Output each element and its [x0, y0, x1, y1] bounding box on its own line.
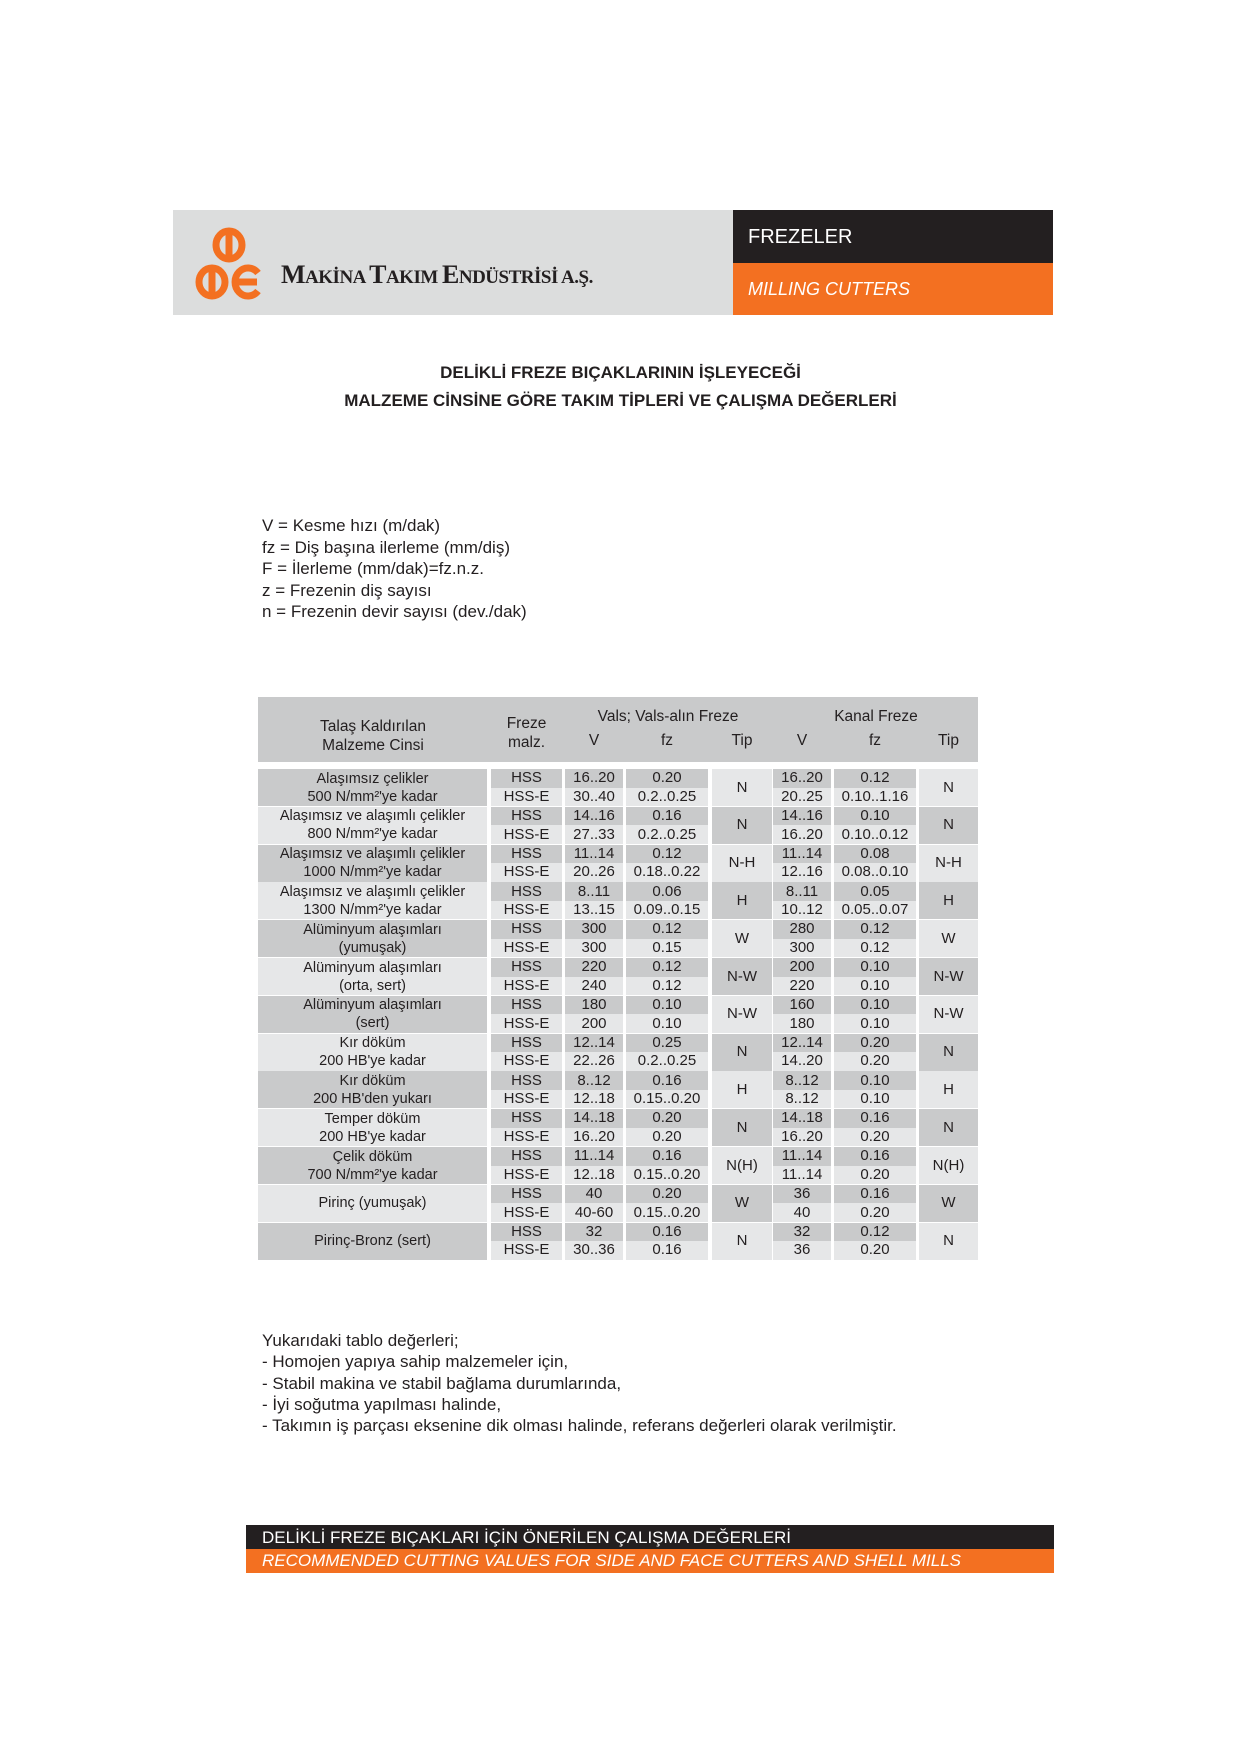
kanal-v-cell: 11..14	[773, 1166, 831, 1185]
material-cell	[258, 882, 487, 919]
vals-fz-cell: 0.25	[626, 1034, 708, 1053]
kanal-v-cell: 8..12	[773, 1071, 831, 1090]
vals-fz-cell: 0.2..0.25	[626, 788, 708, 807]
col-tip2: Tip	[938, 732, 959, 749]
material-label: 200 HB'ye kadar	[319, 1128, 426, 1145]
table-header	[258, 697, 978, 762]
kanal-tip-cell: N-H	[919, 845, 978, 882]
legend-item: F = İlerleme (mm/dak)=fz.n.z.	[262, 559, 484, 578]
legend-item: fz = Diş başına ilerleme (mm/diş)	[262, 537, 510, 557]
vals-tip-cell: H	[712, 882, 772, 919]
tool-material-cell: HSS	[491, 1223, 562, 1242]
kanal-fz-cell: 0.05..0.07	[834, 901, 916, 920]
kanal-fz-cell: 0.10..0.12	[834, 825, 916, 844]
kanal-fz-cell: 0.20	[834, 1241, 916, 1260]
vals-v-cell: 20..26	[565, 863, 623, 882]
material-cell	[258, 1223, 487, 1260]
col-tool-line2: malz.	[507, 734, 546, 751]
tool-material-cell: HSS	[491, 882, 562, 901]
vals-v-cell: 14..16	[565, 807, 623, 826]
kanal-v-cell: 14..16	[773, 807, 831, 826]
material-label: Temper döküm	[324, 1110, 421, 1127]
vals-fz-cell: 0.16	[626, 1147, 708, 1166]
kanal-tip-cell: N	[919, 1109, 978, 1146]
vals-v-cell: 30..40	[565, 788, 623, 807]
vals-fz-cell: 0.16	[626, 1071, 708, 1090]
kanal-v-cell: 20..25	[773, 788, 831, 807]
kanal-v-cell: 11..14	[773, 845, 831, 864]
vals-tip-cell: N(H)	[712, 1147, 772, 1184]
kanal-tip-cell: W	[919, 1185, 978, 1222]
vals-fz-cell: 0.20	[626, 1128, 708, 1147]
tool-material-cell: HSS-E	[491, 1166, 562, 1185]
mte-logo-icon	[195, 225, 263, 301]
vals-fz-cell: 0.12	[626, 977, 708, 996]
tool-material-cell: HSS-E	[491, 901, 562, 920]
vals-tip-cell: W	[712, 920, 772, 957]
tool-material-cell: HSS	[491, 920, 562, 939]
vals-v-cell: 16..20	[565, 1128, 623, 1147]
vals-v-cell: 32	[565, 1223, 623, 1242]
tool-material-cell: HSS	[491, 1034, 562, 1053]
vals-tip-cell: N	[712, 1223, 772, 1260]
col-material-line1: Talaş Kaldırılan	[320, 718, 426, 735]
material-label: 800 N/mm²'ye kadar	[307, 826, 438, 843]
vals-v-cell: 27..33	[565, 825, 623, 844]
kanal-v-cell: 16..20	[773, 1128, 831, 1147]
vals-v-cell: 200	[565, 1014, 623, 1033]
tool-material-cell: HSS-E	[491, 863, 562, 882]
kanal-v-cell: 16..20	[773, 769, 831, 788]
material-label: Kır döküm	[339, 1072, 406, 1089]
page-title-line2: MALZEME CİNSİNE GÖRE TAKIM TİPLERİ VE ÇALIŞMA DEĞERLERİ	[344, 391, 897, 410]
tool-material-cell: HSS	[491, 958, 562, 977]
kanal-fz-cell: 0.12	[834, 920, 916, 939]
material-label: 1300 N/mm²'ye kadar	[303, 901, 442, 918]
col-tip1: Tip	[731, 732, 753, 749]
tool-material-cell: HSS-E	[491, 1128, 562, 1147]
material-cell	[258, 1071, 487, 1108]
kanal-v-cell: 200	[773, 958, 831, 977]
kanal-v-cell: 280	[773, 920, 831, 939]
kanal-fz-cell: 0.10	[834, 807, 916, 826]
vals-fz-cell: 0.09..0.15	[626, 901, 708, 920]
kanal-fz-cell: 0.12	[834, 1223, 916, 1242]
tool-material-cell: HSS	[491, 1185, 562, 1204]
tool-material-cell: HSS-E	[491, 788, 562, 807]
kanal-v-cell: 11..14	[773, 1147, 831, 1166]
vals-v-cell: 11..14	[565, 845, 623, 864]
material-label: Kır döküm	[339, 1035, 406, 1052]
page-header	[173, 210, 1053, 315]
vals-v-cell: 300	[565, 920, 623, 939]
material-label: Alüminyum alaşımları	[303, 959, 442, 976]
material-label: Çelik döküm	[332, 1148, 413, 1165]
col-v2: V	[796, 732, 808, 749]
vals-fz-cell: 0.12	[626, 920, 708, 939]
kanal-tip-cell: N-W	[919, 996, 978, 1033]
col-fz2: fz	[868, 732, 882, 749]
page-footer	[246, 1525, 1054, 1573]
kanal-fz-cell: 0.10	[834, 977, 916, 996]
vals-v-cell: 16..20	[565, 769, 623, 788]
kanal-fz-cell: 0.10	[834, 1090, 916, 1109]
note-item: - Takımın iş parçası eksenine dik olması halinde, referans değerleri olarak verilmiştir.	[262, 1416, 897, 1436]
vals-fz-cell: 0.16	[626, 1223, 708, 1242]
kanal-tip-cell: H	[919, 1071, 978, 1108]
category-banner	[733, 210, 1053, 315]
col-group-vals: Vals; Vals-alın Freze	[597, 708, 739, 725]
kanal-v-cell: 300	[773, 939, 831, 958]
material-label: Pirinç (yumuşak)	[318, 1195, 427, 1212]
table-notes	[262, 1330, 897, 1436]
tool-material-cell: HSS	[491, 807, 562, 826]
tool-material-cell: HSS-E	[491, 939, 562, 958]
vals-v-cell: 13..15	[565, 901, 623, 920]
category-tr: FREZELER	[733, 210, 1053, 263]
tool-material-cell: HSS	[491, 1109, 562, 1128]
vals-v-cell: 40	[565, 1185, 623, 1204]
kanal-fz-cell: 0.16	[834, 1185, 916, 1204]
vals-fz-cell: 0.10	[626, 996, 708, 1015]
kanal-v-cell: 10..12	[773, 901, 831, 920]
kanal-v-cell: 14..20	[773, 1052, 831, 1071]
col-fz1: fz	[660, 732, 674, 749]
kanal-v-cell: 36	[773, 1185, 831, 1204]
kanal-fz-cell: 0.10..1.16	[834, 788, 916, 807]
material-label: 1000 N/mm²'ye kadar	[303, 864, 442, 881]
vals-v-cell: 22..26	[565, 1052, 623, 1071]
vals-fz-cell: 0.2..0.25	[626, 825, 708, 844]
vals-fz-cell: 0.15..0.20	[626, 1203, 708, 1222]
material-cell	[258, 1147, 487, 1184]
material-cell	[258, 769, 487, 806]
note-item: Yukarıdaki tablo değerleri;	[262, 1331, 459, 1350]
vals-v-cell: 12..18	[565, 1090, 623, 1109]
vals-tip-cell: N	[712, 769, 772, 806]
kanal-tip-cell: H	[919, 882, 978, 919]
col-tool-line1: Freze	[506, 715, 547, 732]
legend-item: V = Kesme hızı (m/dak)	[262, 516, 441, 535]
kanal-v-cell: 8..11	[773, 882, 831, 901]
kanal-fz-cell: 0.12	[834, 769, 916, 788]
vals-tip-cell: N-H	[712, 845, 772, 882]
tool-material-cell: HSS-E	[491, 825, 562, 844]
category-en: MILLING CUTTERS	[733, 263, 1053, 315]
material-label: Alüminyum alaşımları	[303, 921, 442, 938]
vals-fz-cell: 0.18..0.22	[626, 863, 708, 882]
kanal-tip-cell: N	[919, 1223, 978, 1260]
material-label: Alaşımsız çelikler	[316, 770, 429, 787]
material-cell	[258, 1185, 487, 1222]
vals-tip-cell: N-W	[712, 958, 772, 995]
vals-fz-cell: 0.12	[626, 958, 708, 977]
kanal-v-cell: 8..12	[773, 1090, 831, 1109]
footer-title-tr: DELİKLİ FREZE BIÇAKLARI İÇİN ÖNERİLEN ÇALIŞMA DEĞERLERİ	[246, 1525, 1054, 1549]
vals-v-cell: 12..18	[565, 1166, 623, 1185]
vals-fz-cell: 0.20	[626, 1185, 708, 1204]
vals-v-cell: 8..12	[565, 1071, 623, 1090]
material-label: (orta, sert)	[339, 977, 406, 994]
kanal-v-cell: 36	[773, 1241, 831, 1260]
material-cell	[258, 920, 487, 957]
material-label: 700 N/mm²'ye kadar	[307, 1166, 438, 1183]
kanal-fz-cell: 0.12	[834, 939, 916, 958]
material-label: Alaşımsız ve alaşımlı çelikler	[279, 883, 466, 900]
kanal-v-cell: 32	[773, 1223, 831, 1242]
tool-material-cell: HSS	[491, 845, 562, 864]
kanal-v-cell: 180	[773, 1014, 831, 1033]
kanal-v-cell: 12..14	[773, 1034, 831, 1053]
kanal-tip-cell: N(H)	[919, 1147, 978, 1184]
tool-material-cell: HSS-E	[491, 1203, 562, 1222]
kanal-fz-cell: 0.10	[834, 1071, 916, 1090]
material-label: Alaşımsız ve alaşımlı çelikler	[279, 846, 466, 863]
kanal-fz-cell: 0.20	[834, 1166, 916, 1185]
tool-material-cell: HSS	[491, 1147, 562, 1166]
vals-fz-cell: 0.15..0.20	[626, 1166, 708, 1185]
vals-fz-cell: 0.15	[626, 939, 708, 958]
kanal-fz-cell: 0.10	[834, 1014, 916, 1033]
material-label: 500 N/mm²'ye kadar	[307, 788, 438, 805]
kanal-fz-cell: 0.08..0.10	[834, 863, 916, 882]
vals-v-cell: 8..11	[565, 882, 623, 901]
material-label: Pirinç-Bronz (sert)	[314, 1233, 431, 1250]
kanal-fz-cell: 0.10	[834, 958, 916, 977]
vals-v-cell: 12..14	[565, 1034, 623, 1053]
kanal-fz-cell: 0.08	[834, 845, 916, 864]
kanal-tip-cell: N	[919, 769, 978, 806]
vals-fz-cell: 0.12	[626, 845, 708, 864]
material-label: Alaşımsız ve alaşımlı çelikler	[279, 808, 466, 825]
material-cell	[258, 996, 487, 1033]
kanal-fz-cell: 0.10	[834, 996, 916, 1015]
kanal-v-cell: 16..20	[773, 825, 831, 844]
vals-tip-cell: W	[712, 1185, 772, 1222]
col-material-line2: Malzeme Cinsi	[322, 737, 424, 754]
vals-fz-cell: 0.10	[626, 1014, 708, 1033]
vals-tip-cell: H	[712, 1071, 772, 1108]
col-v1: V	[588, 732, 600, 749]
vals-fz-cell: 0.2..0.25	[626, 1052, 708, 1071]
footer-title-en: RECOMMENDED CUTTING VALUES FOR SIDE AND FACE CUTTERS AND SHELL MILLS	[246, 1549, 1054, 1573]
kanal-tip-cell: N	[919, 807, 978, 844]
kanal-tip-cell: N-W	[919, 958, 978, 995]
note-item: - Stabil makina ve stabil bağlama durumlarında,	[262, 1373, 622, 1393]
vals-fz-cell: 0.16	[626, 807, 708, 826]
kanal-tip-cell: W	[919, 920, 978, 957]
kanal-v-cell: 12..16	[773, 863, 831, 882]
vals-fz-cell: 0.16	[626, 1241, 708, 1260]
kanal-fz-cell: 0.20	[834, 1052, 916, 1071]
col-group-kanal: Kanal Freze	[834, 708, 918, 725]
tool-material-cell: HSS-E	[491, 1052, 562, 1071]
vals-v-cell: 11..14	[565, 1147, 623, 1166]
tool-material-cell: HSS-E	[491, 1014, 562, 1033]
kanal-fz-cell: 0.20	[834, 1034, 916, 1053]
material-label: (sert)	[355, 1015, 390, 1032]
material-label: 200 HB'den yukarı	[313, 1090, 432, 1107]
vals-fz-cell: 0.15..0.20	[626, 1090, 708, 1109]
material-cell	[258, 958, 487, 995]
vals-tip-cell: N-W	[712, 996, 772, 1033]
material-label: (yumuşak)	[338, 939, 407, 956]
page-title-line1: DELİKLİ FREZE BIÇAKLARININ İŞLEYECEĞİ	[440, 363, 801, 382]
tool-material-cell: HSS	[491, 996, 562, 1015]
legend-item: z = Frezenin diş sayısı	[262, 580, 432, 600]
symbol-legend	[262, 515, 527, 623]
material-cell	[258, 1109, 487, 1146]
note-item: - Homojen yapıya sahip malzemeler için,	[262, 1352, 569, 1372]
kanal-fz-cell: 0.20	[834, 1203, 916, 1222]
material-label: 200 HB'ye kadar	[319, 1053, 426, 1070]
material-label: Alüminyum alaşımları	[303, 997, 442, 1014]
kanal-v-cell: 14..18	[773, 1109, 831, 1128]
tool-material-cell: HSS-E	[491, 1090, 562, 1109]
kanal-tip-cell: N	[919, 1034, 978, 1071]
material-cell	[258, 807, 487, 844]
vals-v-cell: 14..18	[565, 1109, 623, 1128]
note-item: - İyi soğutma yapılması halinde,	[262, 1394, 502, 1414]
vals-fz-cell: 0.20	[626, 1109, 708, 1128]
vals-tip-cell: N	[712, 1109, 772, 1146]
kanal-v-cell: 40	[773, 1203, 831, 1222]
kanal-fz-cell: 0.16	[834, 1147, 916, 1166]
vals-v-cell: 180	[565, 996, 623, 1015]
vals-v-cell: 240	[565, 977, 623, 996]
material-cell	[258, 845, 487, 882]
vals-fz-cell: 0.06	[626, 882, 708, 901]
material-cell	[258, 1034, 487, 1071]
vals-tip-cell: N	[712, 1034, 772, 1071]
vals-v-cell: 40-60	[565, 1203, 623, 1222]
kanal-fz-cell: 0.16	[834, 1109, 916, 1128]
kanal-v-cell: 220	[773, 977, 831, 996]
kanal-fz-cell: 0.20	[834, 1128, 916, 1147]
vals-v-cell: 30..36	[565, 1241, 623, 1260]
legend-item: n = Frezenin devir sayısı (dev./dak)	[262, 602, 527, 621]
vals-v-cell: 220	[565, 958, 623, 977]
kanal-v-cell: 160	[773, 996, 831, 1015]
company-name: MAKİNA TAKIM ENDÜSTRİSİ A.Ş.	[281, 260, 593, 289]
kanal-fz-cell: 0.05	[834, 882, 916, 901]
tool-material-cell: HSS	[491, 769, 562, 788]
vals-fz-cell: 0.20	[626, 769, 708, 788]
vals-tip-cell: N	[712, 807, 772, 844]
tool-material-cell: HSS-E	[491, 1241, 562, 1260]
tool-material-cell: HSS	[491, 1071, 562, 1090]
vals-v-cell: 300	[565, 939, 623, 958]
tool-material-cell: HSS-E	[491, 977, 562, 996]
